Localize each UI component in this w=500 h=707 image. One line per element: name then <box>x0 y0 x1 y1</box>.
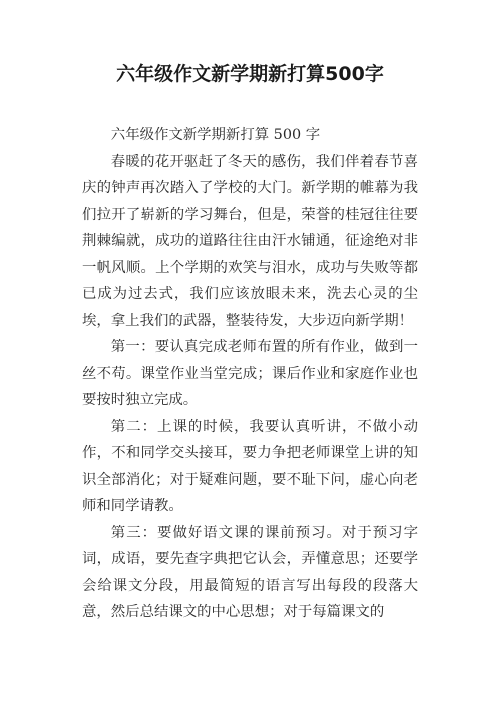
document-body <box>82 122 418 626</box>
paragraph-second-plan: 第二：上课的时候，我要认真听讲，不做小动作，不和同学交头接耳，要力争把老师课堂上讲的知识全部消化；对于疑难问题，要不耻下问，虚心向老师和同学请教。 <box>82 418 418 514</box>
paragraph-intro: 春暖的花开驱赶了冬天的感伤，我们伴着春节喜庆的钟声再次踏入了学校的大门。新学期的帷幕为我们拉开了崭新的学习舞台，但是，荣誉的桂冠往往要荆棘编就，成功的道路往往由汗水铺通，征途绝对非一帆风顺。上个学期的欢笑与泪水，成功与失败等都已成为过去式，我们应该放眼未来，洗去心灵的尘埃，拿上我们的武器，整装待发，大步迈向新学期！ <box>82 153 418 329</box>
paragraph-third-plan: 第三：要做好语文课的课前预习。对于预习字词，成语，要先查字典把它认会，弄懂意思；还要学会给课文分段，用最简短的语言写出每段的段落大意，然后总结课文的中心思想；对于每篇课文的 <box>82 524 418 620</box>
body-subtitle: 六年级作文新学期新打算 500 字 <box>110 127 321 143</box>
paragraph-first-plan: 第一：要认真完成老师布置的所有作业，做到一丝不苟。课堂作业当堂完成；课后作业和家庭作业也要按时独立完成。 <box>82 339 418 408</box>
document-title: 六年级作文新学期新打算500字 <box>116 63 384 85</box>
